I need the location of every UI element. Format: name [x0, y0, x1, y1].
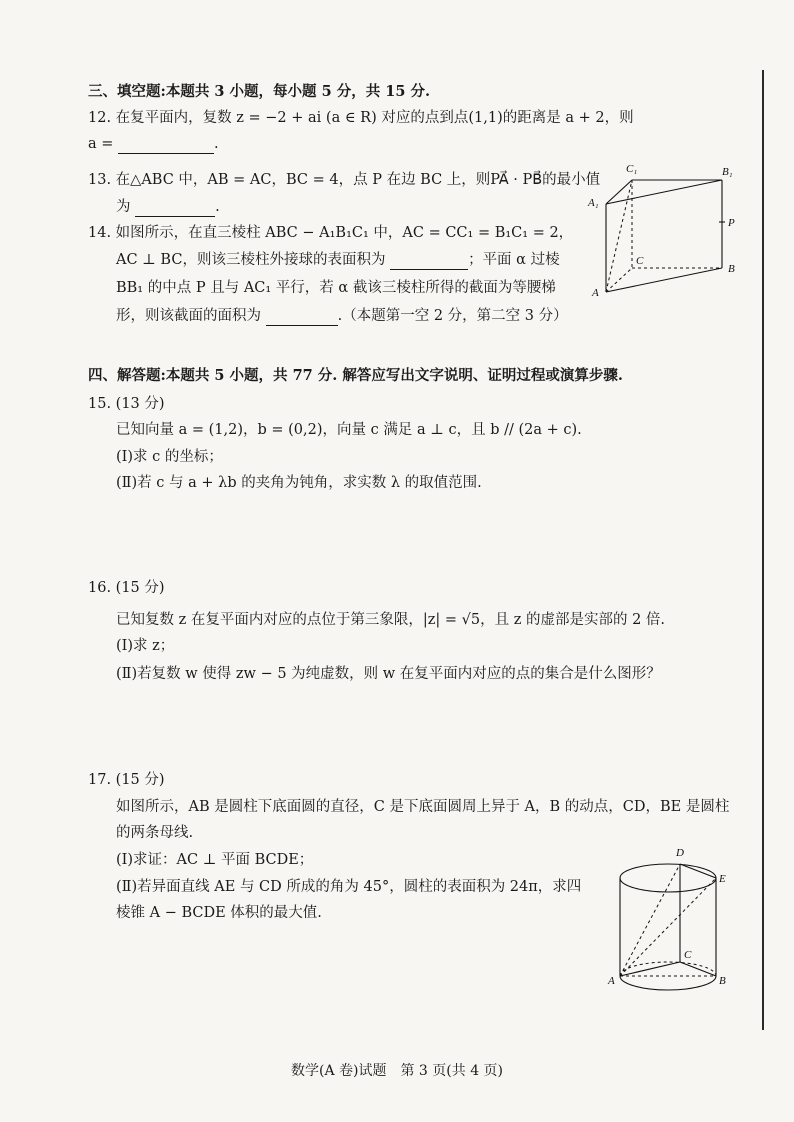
label-b1: B₁: [722, 166, 733, 178]
section-heading-fill-in: 三、填空题:本题共 3 小题，每小题 5 分，共 15 分.: [88, 83, 431, 100]
prism-figure: [586, 158, 746, 298]
question-15-title: 15. (13 分): [88, 396, 165, 412]
question-14-line2-prefix: AC ⊥ BC，则该三棱柱外接球的表面积为: [116, 252, 386, 268]
diag-a-c1-hidden: [606, 180, 632, 292]
edge-a1-b1: [606, 180, 722, 204]
question-15-part2: (Ⅱ)若 c 与 a + λb 的夹角为钝角，求实数 λ 的取值范围.: [116, 475, 482, 491]
label-c: C: [684, 949, 692, 961]
question-17-part1: (Ⅰ)求证：AC ⊥ 平面 BCDE；: [116, 852, 314, 868]
question-14-line2: [116, 250, 560, 270]
question-16-title: 16. (15 分): [88, 580, 165, 596]
question-14-line4: [116, 306, 568, 326]
label-a: A: [608, 975, 615, 987]
label-d: D: [676, 847, 684, 859]
page-border-line: [762, 70, 764, 1030]
cylinder-figure: [600, 842, 740, 992]
bottom-back-arc-hidden: [620, 962, 716, 976]
question-14-line2-suffix: ；平面 α 过棱: [468, 252, 560, 268]
question-16-part1: (Ⅰ)求 z；: [116, 638, 175, 654]
question-14-line4-suffix: .（本题第一空 2 分，第二空 3 分）: [337, 308, 568, 324]
line-a-c: [620, 962, 680, 976]
edge-a-c-hidden: [606, 268, 632, 292]
question-12-line2: [88, 134, 219, 154]
question-15-stem: 已知向量 a = (1,2)，b = (0,2)，向量 c 满足 a ⊥ c，且 b // (2a + c).: [116, 422, 582, 438]
question-13-suffix: .: [215, 199, 220, 215]
answer-blank-14b[interactable]: [266, 325, 338, 326]
question-17-part2-line2: 棱锥 A − BCDE 体积的最大值.: [116, 905, 322, 921]
answer-blank-13[interactable]: [135, 216, 215, 217]
label-c1: C₁: [626, 163, 638, 175]
label-c: C: [636, 255, 644, 267]
question-12-prefix: a =: [88, 136, 114, 152]
question-17-stem-line1: 如图所示，AB 是圆柱下底面圆的直径，C 是下底面圆周上异于 A，B 的动点，CD，BE 是圆柱: [116, 799, 730, 815]
label-b: B: [728, 263, 735, 275]
label-a1: A₁: [588, 197, 599, 209]
section-heading-answer: 四、解答题:本题共 5 小题，共 77 分. 解答应写出文字说明、证明过程或演算步骤.: [88, 367, 623, 384]
bottom-front-arc: [620, 976, 716, 990]
question-17-part2-line1: (Ⅱ)若异面直线 AE 与 CD 所成的角为 45°，圆柱的表面积为 24π，求四: [116, 879, 582, 895]
question-17-stem-line2: 的两条母线.: [116, 825, 194, 841]
question-14-line1: 14. 如图所示，在直三棱柱 ABC − A₁B₁C₁ 中，AC = CC₁ = B₁C₁ = 2，: [88, 225, 574, 241]
question-16-part2: (Ⅱ)若复数 w 使得 zw − 5 为纯虚数，则 w 在复平面内对应的点的集合是什么图形？: [116, 666, 661, 682]
label-p: P: [728, 217, 735, 229]
answer-blank-12[interactable]: [118, 153, 214, 154]
question-13-line2: [116, 197, 220, 217]
line-c-b: [680, 962, 716, 976]
question-17-title: 17. (15 分): [88, 772, 165, 788]
label-e: E: [719, 873, 726, 885]
answer-blank-14a[interactable]: [390, 269, 468, 270]
edge-a-b: [606, 268, 722, 292]
question-12-suffix: .: [214, 136, 219, 152]
question-12-line1: 12. 在复平面内，复数 z = −2 + ai (a ∈ R) 对应的点到点(1,1)的距离是 a + 2，则: [88, 110, 634, 126]
question-16-stem: 已知复数 z 在复平面内对应的点位于第三象限，|z| = √5，且 z 的虚部是实部的 2 倍.: [116, 612, 666, 628]
line-a-d-hidden: [620, 864, 680, 976]
line-a-e-hidden: [620, 878, 716, 976]
question-13-prefix: 为: [116, 199, 131, 215]
edge-a1-c1: [606, 180, 632, 204]
label-b: B: [719, 975, 726, 987]
top-ellipse: [620, 864, 716, 892]
label-a: A: [592, 287, 599, 298]
question-14-line3: BB₁ 的中点 P 且与 AC₁ 平行，若 α 截该三棱柱所得的截面为等腰梯: [116, 280, 556, 296]
page-footer: 数学(A 卷)试题 第 3 页(共 4 页): [290, 1063, 504, 1079]
question-14-line4-prefix: 形，则该截面的面积为: [116, 308, 261, 324]
question-13-line1: 13. 在△ABC 中，AB = AC，BC = 4，点 P 在边 BC 上，则PA⃗ · PB⃗的最小值: [88, 172, 601, 188]
question-15-part1: (Ⅰ)求 c 的坐标；: [116, 449, 223, 465]
